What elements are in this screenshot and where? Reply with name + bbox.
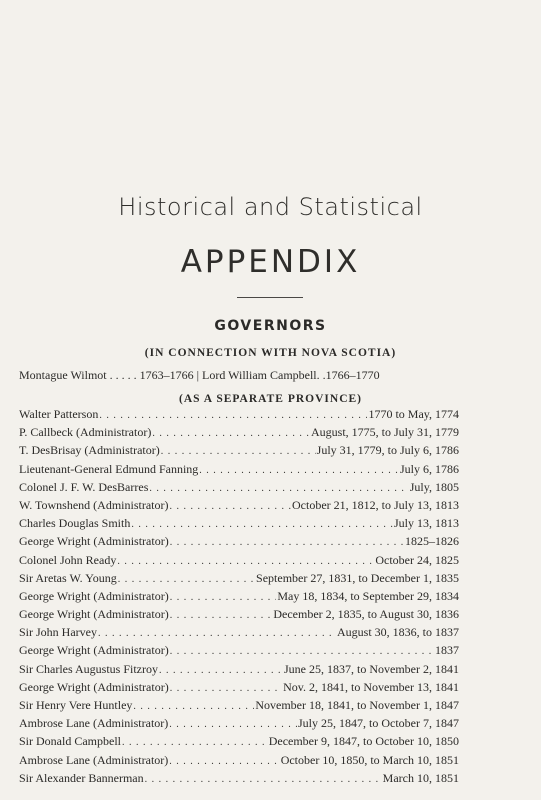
list-item xyxy=(19,462,459,480)
list-item xyxy=(19,625,459,643)
leader-dots xyxy=(117,556,374,567)
governor-name: Colonel J. F. W. DesBarres xyxy=(19,479,149,494)
appendix-title-line2: APPENDIX xyxy=(180,244,361,280)
governor-name: Walter Patterson xyxy=(19,407,99,421)
list-item xyxy=(19,553,459,571)
list-item xyxy=(19,662,459,680)
leader-dots xyxy=(98,628,336,639)
governor-name: P. Callbeck (Administrator) xyxy=(19,425,152,440)
governor-term: October 24, 1825 xyxy=(375,552,459,567)
governor-name: Sir Henry Vere Huntley xyxy=(19,698,133,712)
governor-name: Colonel John Ready xyxy=(19,552,117,567)
governors-list xyxy=(19,407,459,789)
list-item xyxy=(19,643,459,661)
governor-name: Sir Charles Augustus Fitzroy xyxy=(19,661,159,676)
governor-name: Sir Donald Campbell xyxy=(19,734,121,749)
leader-dots xyxy=(118,574,255,585)
governor-term: July 6, 1786 xyxy=(399,461,459,476)
leader-dots xyxy=(170,646,434,657)
governor-name: Lieutenant-General Edmund Fanning xyxy=(19,461,199,476)
leader-dots xyxy=(133,701,254,712)
governor-name: Sir Alexander Bannerman xyxy=(19,770,144,785)
leader-dots xyxy=(169,501,291,512)
leader-dots xyxy=(169,719,297,730)
list-item xyxy=(19,734,459,752)
leader-dots xyxy=(170,683,282,694)
governor-term: March 10, 1851 xyxy=(382,770,459,785)
list-item xyxy=(19,407,459,425)
governor-term: November 18, 1841, to November 1, 1847 xyxy=(255,698,459,712)
list-item xyxy=(19,698,459,716)
list-item xyxy=(19,571,459,589)
leader-dots xyxy=(99,410,367,421)
governor-term: July 31, 1779, to July 6, 1786 xyxy=(316,443,459,458)
list-item xyxy=(19,516,459,534)
governor-term: July 13, 1813 xyxy=(393,516,459,531)
nova-governor-term: 1763–1766 xyxy=(139,368,194,382)
list-item xyxy=(19,680,459,698)
leader-dots xyxy=(161,446,316,457)
governor-name: Charles Douglas Smith xyxy=(19,516,131,531)
governor-term: July 25, 1847, to October 7, 1847 xyxy=(298,716,459,731)
governor-term: July, 1805 xyxy=(409,479,459,494)
leader-dots xyxy=(145,774,382,785)
governor-name: George Wright (Administrator) xyxy=(19,679,169,694)
governor-term: 1837 xyxy=(435,643,459,658)
governor-name: George Wright (Administrator) xyxy=(19,607,169,622)
list-item xyxy=(19,753,459,771)
governor-name: Sir Aretas W. Young xyxy=(19,570,117,585)
leader-dots xyxy=(169,756,279,767)
governor-term: June 25, 1837, to November 2, 1841 xyxy=(284,661,459,676)
nova-governor-dots: . . xyxy=(316,368,326,382)
nova-governor-name: Lord William Campbell xyxy=(202,368,317,382)
nova-separator: | xyxy=(196,368,200,382)
section-title: GOVERNORS xyxy=(214,318,327,334)
subtitle-nova-scotia: (IN CONNECTION WITH NOVA SCOTIA) xyxy=(144,347,397,359)
governor-name: George Wright (Administrator) xyxy=(19,588,169,603)
nova-governor-term: 1766–1770 xyxy=(325,368,380,382)
governor-term: December 2, 1835, to August 30, 1836 xyxy=(273,607,459,622)
leader-dots xyxy=(159,665,283,676)
governor-term: August, 1775, to July 31, 1779 xyxy=(310,425,459,440)
governor-name: Ambrose Lane (Administrator) xyxy=(19,716,169,731)
governor-term: Nov. 2, 1841, to November 13, 1841 xyxy=(283,679,459,694)
list-item xyxy=(19,425,459,443)
list-item xyxy=(19,534,459,552)
list-item xyxy=(19,607,459,625)
list-item xyxy=(19,589,459,607)
leader-dots xyxy=(149,483,408,494)
governor-term: 1825–1826 xyxy=(405,534,459,549)
title-divider xyxy=(237,297,303,298)
list-item xyxy=(19,771,459,789)
governor-term: 1770 to May, 1774 xyxy=(368,407,459,421)
governor-term: October 10, 1850, to March 10, 1851 xyxy=(280,752,459,767)
nova-governor-dots: . . . . . xyxy=(109,368,137,382)
governor-term: September 27, 1831, to December 1, 1835 xyxy=(256,570,459,585)
leader-dots xyxy=(170,537,404,548)
governor-name: Ambrose Lane (Administrator) xyxy=(19,752,169,767)
governor-name: George Wright (Administrator) xyxy=(19,643,169,658)
nova-scotia-governors-line xyxy=(19,368,459,383)
leader-dots xyxy=(170,592,277,603)
leader-dots xyxy=(170,610,273,621)
governor-name: Sir John Harvey xyxy=(19,625,97,640)
leader-dots xyxy=(152,428,310,439)
governor-term: December 9, 1847, to October 10, 1850 xyxy=(268,734,459,749)
governor-name: T. DesBrisay (Administrator) xyxy=(19,443,160,458)
governor-term: October 21, 1812, to July 13, 1813 xyxy=(292,497,459,512)
list-item xyxy=(19,498,459,516)
governor-name: W. Townshend (Administrator) xyxy=(19,497,169,512)
list-item xyxy=(19,716,459,734)
governor-term: August 30, 1836, to 1837 xyxy=(336,625,459,640)
appendix-title-line1: Historical and Statistical xyxy=(118,193,423,221)
governor-name: George Wright (Administrator) xyxy=(19,534,169,549)
subtitle-separate-province: (AS A SEPARATE PROVINCE) xyxy=(179,393,362,405)
leader-dots xyxy=(199,465,399,476)
list-item xyxy=(19,480,459,498)
list-item xyxy=(19,443,459,461)
leader-dots xyxy=(122,737,268,748)
governor-term: May 18, 1834, to September 29, 1834 xyxy=(277,588,459,603)
leader-dots xyxy=(131,519,393,530)
nova-governor-name: Montague Wilmot xyxy=(19,368,107,382)
